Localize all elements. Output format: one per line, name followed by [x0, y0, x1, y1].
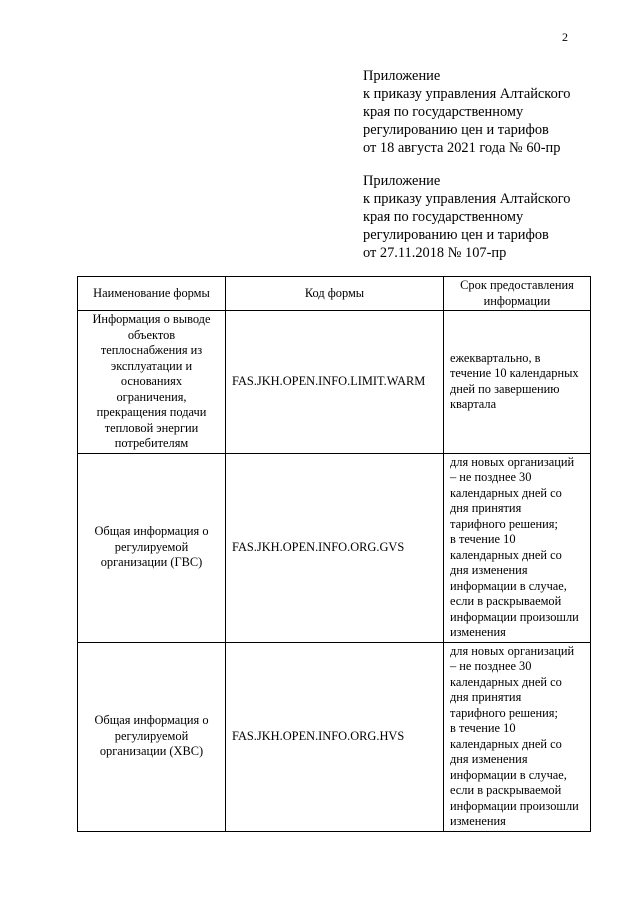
cell-line: дня принятия	[450, 501, 522, 515]
appendix-line: регулированию цен и тарифов	[363, 227, 549, 243]
cell-line: организации (ХВС)	[99, 744, 204, 759]
cell-line: объектов	[127, 327, 176, 342]
header-deadline-line: Срок предоставления	[460, 278, 574, 292]
table-row	[78, 311, 591, 454]
cell-line: если в раскрываемой	[450, 783, 562, 797]
cell-line: регулируемой	[114, 728, 189, 743]
cell-line: календарных дней со	[450, 485, 562, 500]
forms-table	[77, 276, 591, 832]
header-form-name: Наименование формы	[78, 277, 226, 311]
appendix-line: Приложение	[363, 68, 441, 84]
cell-line: информации произошли	[450, 609, 579, 624]
cell-line: если в раскрываемой	[450, 594, 562, 608]
appendix-heading-current	[363, 67, 603, 157]
table-row	[78, 453, 591, 642]
cell-line: тарифного решения;	[450, 516, 558, 531]
cell-line: Информация о выводе	[92, 312, 211, 326]
cell-line: ежеквартально, в	[450, 350, 541, 365]
cell-line: квартала	[450, 397, 497, 412]
form-code-cell: FAS.JKH.OPEN.INFO.LIMIT.WARM	[226, 311, 444, 454]
cell-line: для новых организаций	[450, 643, 575, 658]
cell-line: изменения	[450, 814, 506, 828]
form-code-cell: FAS.JKH.OPEN.INFO.ORG.HVS	[226, 642, 444, 831]
appendix-heading-previous	[363, 172, 603, 262]
deadline-cell	[444, 453, 591, 642]
cell-line: организации (ГВС)	[100, 555, 203, 570]
appendix-line: от 18 августа 2021 года № 60-пр	[363, 140, 561, 156]
cell-line: – не позднее 30	[450, 470, 532, 484]
cell-line: изменения	[450, 625, 506, 639]
cell-line: Общая информация о	[94, 524, 209, 539]
appendix-line: Приложение	[363, 173, 441, 189]
cell-line: информации произошли	[450, 798, 579, 813]
cell-line: течение 10 календарных	[450, 366, 579, 381]
cell-line: информации в случае,	[450, 767, 567, 782]
cell-line: календарных дней со	[450, 736, 562, 751]
cell-line: дней по завершению	[450, 381, 560, 396]
appendix-line: края по государственному	[363, 209, 524, 225]
cell-line: – не позднее 30	[450, 659, 532, 673]
page-number: 2	[562, 30, 568, 44]
cell-line: теплоснабжения из	[100, 343, 203, 357]
deadline-cell	[444, 311, 591, 454]
appendix-line: края по государственному	[363, 104, 524, 120]
cell-line: календарных дней со	[450, 547, 562, 562]
cell-line: дня изменения	[450, 752, 528, 766]
deadline-cell	[444, 642, 591, 831]
header-deadline	[444, 277, 591, 311]
appendix-line: от 27.11.2018 № 107-пр	[363, 245, 507, 261]
cell-line: ограничения,	[116, 389, 187, 404]
cell-line: календарных дней со	[450, 674, 562, 689]
form-name-cell	[78, 311, 226, 454]
header-deadline-line: информации	[483, 293, 551, 308]
cell-line: в течение 10	[450, 532, 516, 546]
table-header-row	[78, 277, 591, 311]
cell-line: регулируемой	[114, 539, 189, 554]
cell-line: основаниях	[120, 374, 183, 388]
cell-line: тарифного решения;	[450, 705, 558, 720]
cell-line: дня изменения	[450, 563, 528, 577]
form-name-cell	[78, 453, 226, 642]
cell-line: для новых организаций	[450, 454, 575, 469]
header-form-code: Код формы	[226, 277, 444, 311]
appendix-line: к приказу управления Алтайского	[363, 86, 571, 102]
cell-line: потребителям	[114, 436, 189, 450]
appendix-line: регулированию цен и тарифов	[363, 122, 549, 138]
form-name-cell	[78, 642, 226, 831]
cell-line: Общая информация о	[94, 713, 209, 728]
cell-line: в течение 10	[450, 721, 516, 735]
appendix-line: к приказу управления Алтайского	[363, 191, 571, 207]
form-code-cell: FAS.JKH.OPEN.INFO.ORG.GVS	[226, 453, 444, 642]
cell-line: дня принятия	[450, 690, 522, 704]
cell-line: прекращения подачи	[96, 405, 207, 419]
cell-line: эксплуатации и	[110, 358, 193, 373]
table-row	[78, 642, 591, 831]
cell-line: тепловой энергии	[104, 420, 199, 435]
cell-line: информации в случае,	[450, 578, 567, 593]
